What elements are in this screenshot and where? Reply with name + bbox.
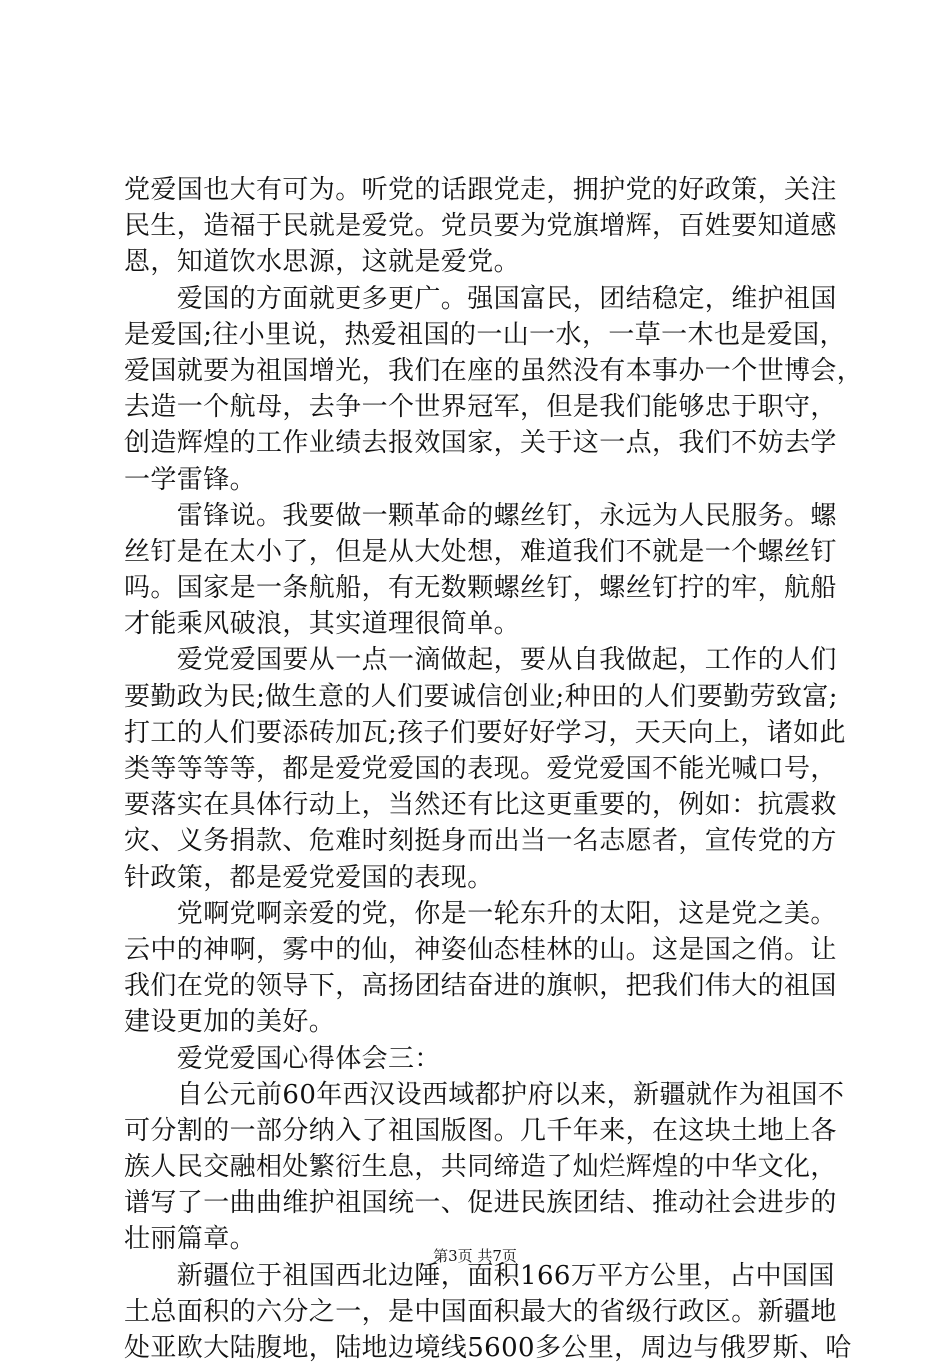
text-line: 建设更加的美好。 (124, 1007, 336, 1038)
text-line: 是爱国;往小里说，热爱祖国的一山一水，一草一木也是爱国， (124, 319, 846, 350)
text-line: 打工的人们要添砖加瓦;孩子们要好好学习，天天向上，诸如此 (124, 717, 846, 748)
text-line: 去造一个航母，去争一个世界冠军，但是我们能够忠于职守， (124, 392, 837, 423)
text-line: 针政策，都是爱党爱国的表现。 (124, 862, 494, 893)
text-line: 创造辉煌的工作业绩去报效国家，关于这一点，我们不妨去学 (124, 428, 837, 459)
text-line: 一学雷锋。 (124, 464, 257, 495)
text-line: 壮丽篇章。 (124, 1224, 257, 1255)
text-line: 云中的神啊，雾中的仙，神姿仙态桂林的山。这是国之俏。让 (124, 934, 837, 965)
text-line: 党爱国也大有可为。听党的话跟党走，拥护党的好政策，关注 (124, 175, 837, 205)
text-line: 灾、义务捐款、危难时刻挺身而出当一名志愿者，宣传党的方 (124, 826, 837, 857)
text-line: 吗。国家是一条航船，有无数颗螺丝钉，螺丝钉拧的牢，航船 (124, 573, 837, 604)
page-footer (0, 1245, 950, 1266)
text-line: 处亚欧大陆腹地，陆地边境线5600多公里，周边与俄罗斯、哈 (124, 1333, 852, 1363)
text-line: 要落实在具体行动上，当然还有比这更重要的，例如：抗震救 (124, 790, 837, 821)
text-line: 新疆位于祖国西北边陲，面积166万平方公里，占中国国 (124, 1260, 835, 1291)
body-text (124, 172, 864, 1366)
text-line: 自公元前60年西汉设西域都护府以来，新疆就作为祖国不 (124, 1079, 845, 1110)
text-line: 可分割的一部分纳入了祖国版图。几千年来，在这块土地上各 (124, 1115, 837, 1146)
page-number-label: 第3页 共7页 (433, 1247, 517, 1265)
text-line: 爱国就要为祖国增光，我们在座的虽然没有本事办一个世博会， (124, 355, 864, 386)
text-line: 爱党爱国心得体会三： (124, 1043, 441, 1074)
text-line: 爱党爱国要从一点一滴做起，要从自我做起，工作的人们 (124, 645, 837, 676)
text-line: 党啊党啊亲爱的党，你是一轮东升的太阳，这是党之美。 (124, 898, 837, 929)
text-line: 丝钉是在太小了，但是从大处想，难道我们不就是一个螺丝钉 (124, 536, 837, 567)
text-line: 爱国的方面就更多更广。强国富民，团结稳定，维护祖国 (124, 283, 837, 314)
text-line: 土总面积的六分之一，是中国面积最大的省级行政区。新疆地 (124, 1296, 837, 1327)
text-line: 民生，造福于民就是爱党。党员要为党旗增辉，百姓要知道感 (124, 211, 837, 242)
text-line: 要勤政为民;做生意的人们要诚信创业;种田的人们要勤劳致富; (124, 681, 838, 712)
text-line: 族人民交融相处繁衍生息，共同缔造了灿烂辉煌的中华文化， (124, 1152, 837, 1183)
text-line: 我们在党的领导下，高扬团结奋进的旗帜，把我们伟大的祖国 (124, 971, 837, 1002)
text-line: 类等等等等，都是爱党爱国的表现。爱党爱国不能光喊口号， (124, 754, 837, 784)
text-line: 恩，知道饮水思源，这就是爱党。 (124, 247, 521, 278)
text-line: 才能乘风破浪，其实道理很简单。 (124, 609, 521, 640)
text-line: 雷锋说。我要做一颗革命的螺丝钉，永远为人民服务。螺 (124, 500, 837, 531)
text-line: 谱写了一曲曲维护祖国统一、促进民族团结、推动社会进步的 (124, 1188, 837, 1219)
